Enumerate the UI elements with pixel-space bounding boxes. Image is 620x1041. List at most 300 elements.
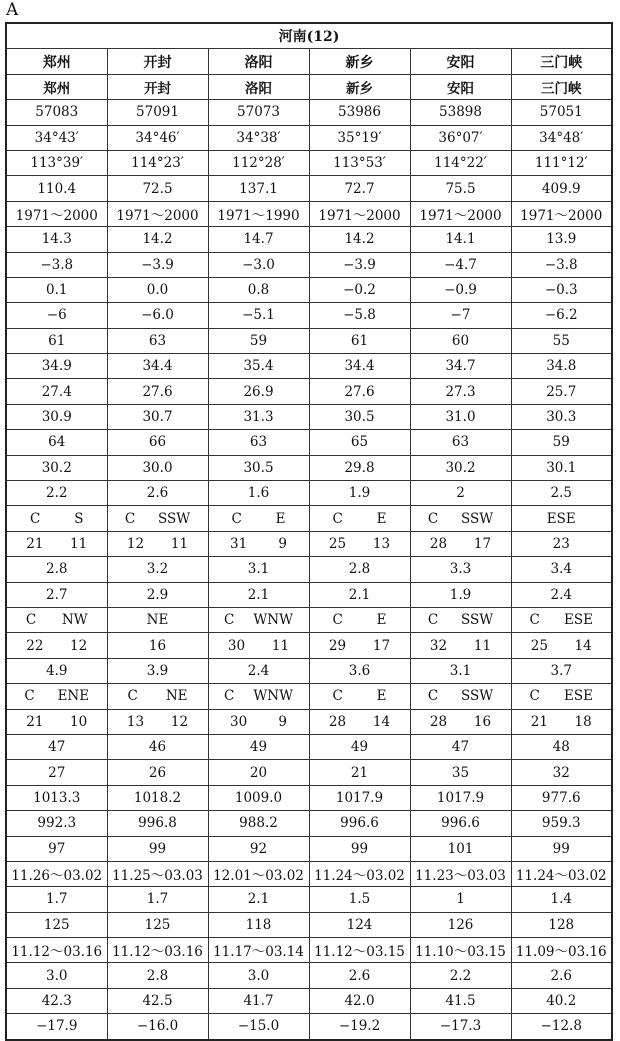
table-cell: 2.1	[208, 582, 309, 607]
table-cell: 0.0	[107, 277, 208, 302]
table-cell: 996.8	[107, 811, 208, 836]
split-cell	[108, 511, 208, 527]
split-cell	[7, 638, 107, 654]
table-cell: 2.7	[6, 582, 107, 607]
cell-part: 18	[574, 713, 592, 730]
table-cell: −6	[6, 303, 107, 328]
cell-part: ESE	[563, 612, 593, 629]
table-cell: 27.6	[309, 379, 410, 404]
cell-part: C	[24, 688, 35, 705]
table-cell: 137.1	[208, 176, 309, 201]
table-cell	[107, 684, 208, 709]
cell-part: 31	[230, 536, 248, 552]
table-cell: −3.9	[309, 252, 410, 277]
cell-part: C	[127, 688, 138, 705]
station-name: 安阳	[410, 49, 511, 74]
cell-part: S	[74, 510, 84, 527]
table-cell: 64	[6, 430, 107, 455]
table-cell: 2.4	[511, 582, 612, 607]
table-cell: 97	[6, 836, 107, 861]
table-cell: 992.3	[6, 811, 107, 836]
table-cell: 42.0	[309, 988, 410, 1013]
table-cell	[107, 531, 208, 556]
split-cell	[310, 612, 410, 628]
cell-part: C	[224, 612, 235, 629]
table-cell: 3.7	[511, 658, 612, 683]
table-cell	[208, 633, 309, 658]
table-cell: 1971～2000	[309, 201, 410, 226]
table-cell: 2.2	[6, 481, 107, 506]
split-cell	[7, 714, 107, 730]
table-row	[6, 607, 612, 632]
cell-part: C	[25, 612, 37, 629]
table-cell	[6, 531, 107, 556]
split-cell	[209, 536, 309, 552]
cell-part: C	[427, 688, 439, 705]
table-cell: 三门峡	[511, 74, 612, 99]
station-name: 新乡	[309, 49, 410, 74]
table-cell	[6, 506, 107, 531]
table-cell: −6.0	[107, 303, 208, 328]
split-cell	[209, 612, 309, 628]
table-row	[6, 633, 612, 658]
table-cell	[410, 633, 511, 658]
cell-part: C	[231, 510, 242, 527]
table-cell: 34.4	[107, 354, 208, 379]
table-cell	[511, 607, 612, 632]
table-cell: 99	[107, 836, 208, 861]
table-cell: 2.1	[309, 582, 410, 607]
table-row	[6, 785, 612, 810]
cell-part: 12	[70, 637, 88, 654]
table-cell: 996.6	[309, 811, 410, 836]
cell-part: 9	[278, 713, 287, 730]
table-cell: 3.6	[309, 658, 410, 683]
table-cell: 洛阳	[208, 74, 309, 99]
table-cell: −3.0	[208, 252, 309, 277]
table-cell: 53898	[410, 100, 511, 125]
table-cell: 11.25～03.03	[107, 861, 208, 886]
table-cell: 30.3	[511, 404, 612, 429]
table-cell: 11.24～03.02	[511, 861, 612, 886]
table-cell: 1971～1990	[208, 201, 309, 226]
table-row	[6, 912, 612, 937]
table-cell: 3.0	[6, 963, 107, 988]
table-cell: 46	[107, 734, 208, 759]
table-cell: 63	[410, 430, 511, 455]
table-cell: 35°19′	[309, 125, 410, 150]
table-cell: 49	[208, 734, 309, 759]
table-cell: 41.5	[410, 988, 511, 1013]
table-cell: 26.9	[208, 379, 309, 404]
table-cell: 23	[511, 531, 612, 556]
table-cell: 11.24～03.02	[309, 861, 410, 886]
table-cell: 1017.9	[410, 785, 511, 810]
table-cell: −5.1	[208, 303, 309, 328]
table-row	[6, 582, 612, 607]
table-cell: 14.2	[309, 227, 410, 252]
table-cell	[309, 684, 410, 709]
table-cell: 34°46′	[107, 125, 208, 150]
table-cell: 30.7	[107, 404, 208, 429]
cell-part: 22	[26, 637, 44, 654]
table-cell: −3.8	[511, 252, 612, 277]
cell-part: C	[224, 688, 235, 705]
table-cell: 63	[107, 328, 208, 353]
table-row	[6, 988, 612, 1013]
table-cell: 1009.0	[208, 785, 309, 810]
table-cell	[107, 506, 208, 531]
table-row	[6, 557, 612, 582]
table-cell: 1.5	[309, 887, 410, 912]
table-cell: −3.9	[107, 252, 208, 277]
table-cell: 48	[511, 734, 612, 759]
table-cell: 0.1	[6, 277, 107, 302]
table-cell: 11.10～03.15	[410, 938, 511, 963]
table-row	[6, 277, 612, 302]
table-cell: 30.2	[6, 455, 107, 480]
table-cell	[208, 607, 309, 632]
table-cell: 2.8	[309, 557, 410, 582]
cell-part: 13	[126, 713, 145, 730]
split-cell	[209, 688, 309, 704]
table-cell: 2	[410, 481, 511, 506]
table-cell	[309, 531, 410, 556]
cell-part: C	[332, 510, 343, 527]
cell-part: SSW	[157, 510, 191, 527]
table-cell: −16.0	[107, 1014, 208, 1040]
table-cell	[511, 633, 612, 658]
split-cell	[310, 638, 410, 654]
split-cell	[512, 714, 612, 730]
cell-part: C	[29, 510, 41, 527]
table-cell: 34°38′	[208, 125, 309, 150]
table-row	[6, 658, 612, 683]
cell-part: 9	[278, 536, 287, 552]
split-cell	[209, 511, 309, 527]
table-cell: 29.8	[309, 455, 410, 480]
cell-part: 30	[230, 713, 248, 730]
cell-part: C	[529, 612, 540, 629]
cell-part: C	[427, 510, 439, 527]
table-cell	[410, 709, 511, 734]
table-cell: 1971～2000	[410, 201, 511, 226]
table-cell: 61	[6, 328, 107, 353]
split-cell	[108, 688, 208, 704]
cell-part: 21	[26, 713, 44, 730]
table-cell: 959.3	[511, 811, 612, 836]
table-cell: 1	[410, 887, 511, 912]
table-cell: 34.9	[6, 354, 107, 379]
table-cell: 30.5	[309, 404, 410, 429]
split-cell	[411, 688, 511, 704]
split-cell	[7, 612, 107, 628]
table-cell: 57073	[208, 100, 309, 125]
cell-part: E	[376, 688, 387, 705]
table-cell: −0.2	[309, 277, 410, 302]
cell-part: C	[427, 612, 439, 629]
table-cell: 35	[410, 760, 511, 785]
station-name: 开封	[107, 49, 208, 74]
table-cell: 16	[107, 633, 208, 658]
table-row	[6, 887, 612, 912]
table-cell: 2.8	[6, 557, 107, 582]
table-cell: −12.8	[511, 1014, 612, 1040]
table-cell: −7	[410, 303, 511, 328]
table-cell: 59	[208, 328, 309, 353]
cell-part: WNW	[253, 688, 293, 705]
table-cell: ESE	[511, 506, 612, 531]
table-cell: 42.5	[107, 988, 208, 1013]
table-cell: 32	[511, 760, 612, 785]
table-cell	[511, 709, 612, 734]
cell-part: 17	[372, 637, 391, 654]
table-row	[6, 100, 612, 125]
table-cell: 125	[6, 912, 107, 937]
cell-part: 14	[574, 637, 592, 654]
cell-part: 28	[429, 713, 448, 730]
cell-part: 10	[70, 713, 88, 730]
cell-part: SSW	[460, 612, 494, 629]
split-cell	[7, 688, 107, 704]
table-cell	[6, 607, 107, 632]
table-cell: 11.12～03.16	[107, 938, 208, 963]
table-cell: 14.2	[107, 227, 208, 252]
table-cell	[309, 633, 410, 658]
table-cell: 1971～2000	[6, 201, 107, 226]
table-cell: 53986	[309, 100, 410, 125]
table-cell: 2.4	[208, 658, 309, 683]
table-cell: 14.7	[208, 227, 309, 252]
table-row	[6, 506, 612, 531]
cell-part: ENE	[57, 688, 90, 705]
table-cell	[208, 531, 309, 556]
table-cell: 11.09～03.16	[511, 938, 612, 963]
table-cell: 996.6	[410, 811, 511, 836]
table-cell: 12.01～03.02	[208, 861, 309, 886]
table-cell: 124	[309, 912, 410, 937]
table-row	[6, 252, 612, 277]
province-header-row	[6, 23, 612, 49]
table-row	[6, 455, 612, 480]
table-cell	[410, 607, 511, 632]
split-cell	[512, 612, 612, 628]
table-cell: 1971～2000	[511, 201, 612, 226]
table-cell: 113°39′	[6, 150, 107, 175]
table-row	[6, 531, 612, 556]
table-row	[6, 861, 612, 886]
table-cell: 30.5	[208, 455, 309, 480]
cell-part: 17	[473, 536, 492, 552]
table-cell: 2.6	[511, 963, 612, 988]
table-row	[6, 125, 612, 150]
table-cell: −0.9	[410, 277, 511, 302]
table-cell: 35.4	[208, 354, 309, 379]
split-cell	[310, 536, 410, 552]
table-cell: 47	[410, 734, 511, 759]
table-cell: 36°07′	[410, 125, 511, 150]
split-cell	[411, 536, 511, 552]
split-cell	[7, 536, 107, 552]
table-cell: 1.9	[410, 582, 511, 607]
table-cell: 34°48′	[511, 125, 612, 150]
table-cell: 14.3	[6, 227, 107, 252]
table-cell: 30.0	[107, 455, 208, 480]
station-name: 三门峡	[511, 49, 612, 74]
cell-part: 13	[372, 536, 391, 552]
cell-part: C	[332, 688, 343, 705]
table-cell: 66	[107, 430, 208, 455]
cell-part: E	[275, 510, 286, 527]
cell-part: ESE	[563, 688, 593, 705]
table-cell: 新乡	[309, 74, 410, 99]
cell-part: 11	[170, 536, 189, 552]
table-cell: 72.5	[107, 176, 208, 201]
table-cell	[6, 684, 107, 709]
split-cell	[7, 511, 107, 527]
table-cell: 0.8	[208, 277, 309, 302]
cell-part: WNW	[253, 612, 293, 629]
table-cell: 2.1	[208, 887, 309, 912]
table-cell: 3.3	[410, 557, 511, 582]
split-cell	[411, 511, 511, 527]
split-cell	[310, 714, 410, 730]
table-cell: 27.4	[6, 379, 107, 404]
table-cell: 63	[208, 430, 309, 455]
table-cell: 3.2	[107, 557, 208, 582]
table-cell: 25.7	[511, 379, 612, 404]
cell-part: SSW	[460, 510, 494, 527]
station-name: 郑州	[6, 49, 107, 74]
table-row	[6, 811, 612, 836]
table-cell: 2.6	[309, 963, 410, 988]
table-cell: 2.6	[107, 481, 208, 506]
table-cell: 30.1	[511, 455, 612, 480]
table-cell: 42.3	[6, 988, 107, 1013]
split-cell	[209, 638, 309, 654]
table-row	[6, 836, 612, 861]
table-cell: 75.5	[410, 176, 511, 201]
table-cell: 14.1	[410, 227, 511, 252]
corner-label: A	[6, 0, 19, 20]
table-cell: 59	[511, 430, 612, 455]
table-cell: −19.2	[309, 1014, 410, 1040]
table-row	[6, 150, 612, 175]
table-cell: 61	[309, 328, 410, 353]
table-row	[6, 328, 612, 353]
table-cell: −0.3	[511, 277, 612, 302]
station-name: 洛阳	[208, 49, 309, 74]
table-cell: 1.9	[309, 481, 410, 506]
table-row	[6, 760, 612, 785]
cell-part: 16	[473, 713, 492, 730]
table-cell: 125	[107, 912, 208, 937]
table-cell: −17.9	[6, 1014, 107, 1040]
table-cell: 2.5	[511, 481, 612, 506]
table-cell: 20	[208, 760, 309, 785]
table-cell: 3.1	[208, 557, 309, 582]
table-cell	[410, 684, 511, 709]
table-cell: −4.7	[410, 252, 511, 277]
table-cell: 977.6	[511, 785, 612, 810]
table-cell: 2.8	[107, 963, 208, 988]
table-cell: 111°12′	[511, 150, 612, 175]
table-cell: 4.9	[6, 658, 107, 683]
cell-part: 12	[126, 536, 145, 552]
table-row	[6, 201, 612, 226]
table-cell: 34°43′	[6, 125, 107, 150]
split-cell	[108, 714, 208, 730]
table-row	[6, 354, 612, 379]
table-row	[6, 303, 612, 328]
cell-part: NE	[165, 688, 188, 705]
table-row	[6, 734, 612, 759]
table-cell: 65	[309, 430, 410, 455]
table-cell	[208, 709, 309, 734]
table-cell: 57051	[511, 100, 612, 125]
table-cell: 11.17～03.14	[208, 938, 309, 963]
cell-part: NW	[61, 612, 88, 629]
cell-part: C	[332, 612, 343, 629]
cell-part: 28	[429, 536, 448, 552]
table-row	[6, 379, 612, 404]
table-cell: 31.3	[208, 404, 309, 429]
table-cell: 1013.3	[6, 785, 107, 810]
table-cell: 2.2	[410, 963, 511, 988]
table-cell: 3.9	[107, 658, 208, 683]
cell-part: 29	[328, 637, 347, 654]
table-cell: 1971～2000	[107, 201, 208, 226]
table-row	[6, 1014, 612, 1040]
table-cell: 31.0	[410, 404, 511, 429]
table-cell: 49	[309, 734, 410, 759]
table-cell: 41.7	[208, 988, 309, 1013]
split-cell	[310, 511, 410, 527]
table-cell: 2.9	[107, 582, 208, 607]
table-cell: 1017.9	[309, 785, 410, 810]
table-cell: 114°22′	[410, 150, 511, 175]
table-cell: 27	[6, 760, 107, 785]
table-cell: 安阳	[410, 74, 511, 99]
table-cell: 34.7	[410, 354, 511, 379]
table-cell	[6, 709, 107, 734]
table-row	[6, 74, 612, 99]
table-cell: 47	[6, 734, 107, 759]
table-cell: −15.0	[208, 1014, 309, 1040]
table-cell: 60	[410, 328, 511, 353]
cell-part: SSW	[460, 688, 494, 705]
station-name-row	[6, 49, 612, 74]
table-cell: 55	[511, 328, 612, 353]
table-cell: 21	[309, 760, 410, 785]
cell-part: 21	[26, 536, 44, 552]
table-cell: 99	[511, 836, 612, 861]
split-cell	[512, 638, 612, 654]
table-cell	[309, 506, 410, 531]
table-cell: 3.0	[208, 963, 309, 988]
table-cell: 11.12～03.16	[6, 938, 107, 963]
table-cell: 34.4	[309, 354, 410, 379]
table-cell	[6, 633, 107, 658]
table-cell: 101	[410, 836, 511, 861]
table-cell: 118	[208, 912, 309, 937]
table-cell	[107, 709, 208, 734]
table-cell: 110.4	[6, 176, 107, 201]
table-cell: 99	[309, 836, 410, 861]
cell-part: 25	[328, 536, 347, 552]
table-cell: −6.2	[511, 303, 612, 328]
table-cell: 92	[208, 836, 309, 861]
